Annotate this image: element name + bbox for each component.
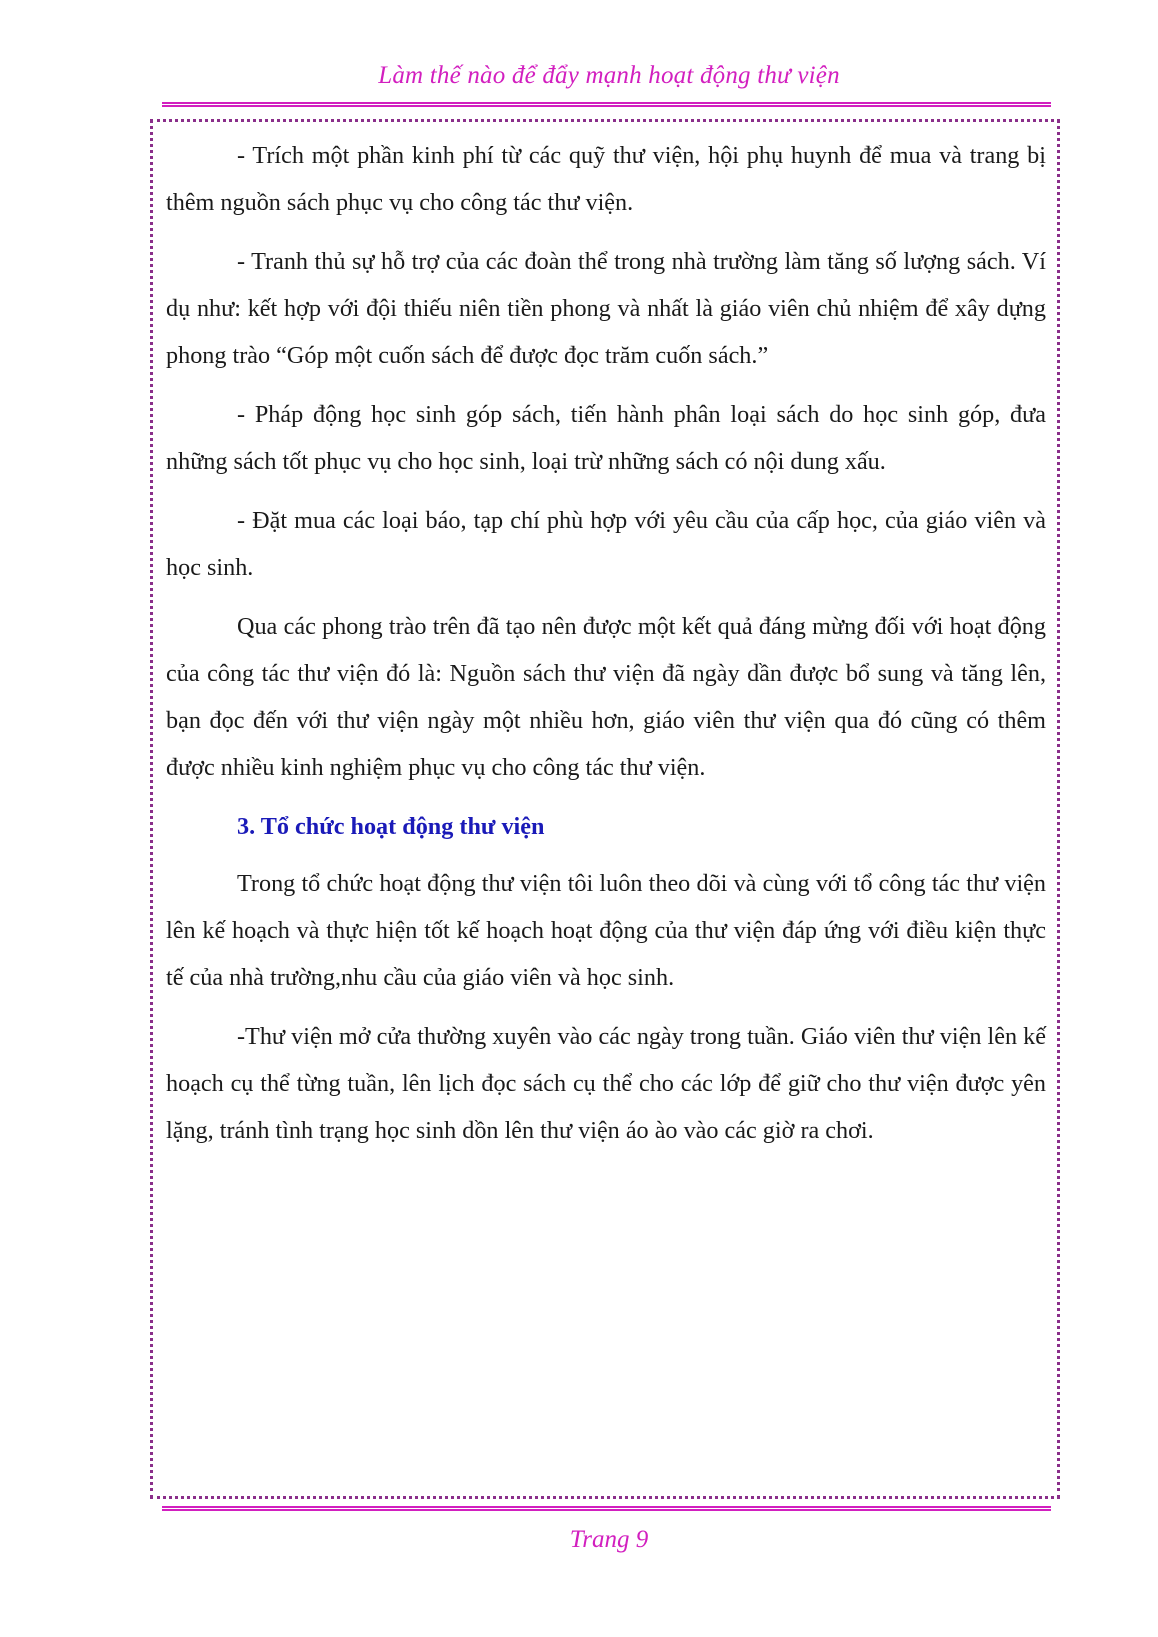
page-number: Trang 9 bbox=[569, 1526, 649, 1553]
document-body bbox=[166, 132, 1046, 1166]
paragraph-subscriptions: - Đặt mua các loại báo, tạp chí phù hợp với yêu cầu của cấp học, của giáo viên và học sinh. bbox=[166, 507, 1046, 581]
page-header-title: Làm thế nào để đẩy mạnh hoạt động thư viện bbox=[378, 62, 840, 89]
footer-double-rule bbox=[162, 1506, 1051, 1511]
paragraph-opening-schedule: -Thư viện mở cửa thường xuyên vào các ngày trong tuần. Giáo viên thư viện lên kế hoạch cụ thể từng tuần, lên lịch đọc sách cụ thể cho các lớp để giữ cho thư viện được yên lặng, tránh tình trạng học sinh dồn lên thư viện áo ào vào các giờ ra chơi. bbox=[166, 1023, 1046, 1144]
header-double-rule bbox=[162, 102, 1051, 107]
paragraph-organizations-support: - Tranh thủ sự hỗ trợ của các đoàn thể trong nhà trường làm tăng số lượng sách. Ví dụ như: kết hợp với đội thiếu niên tiền phong và nhất là giáo viên chủ nhiệm để xây dựng phong trào “Góp một cuốn sách để được đọc trăm cuốn sách.” bbox=[166, 248, 1046, 369]
paragraph-book-donation: - Pháp động học sinh góp sách, tiến hành phân loại sách do học sinh góp, đưa những sách tốt phục vụ cho học sinh, loại trừ những sách có nội dung xấu. bbox=[166, 401, 1046, 475]
paragraph-results: Qua các phong trào trên đã tạo nên được một kết quả đáng mừng đối với hoạt động của công tác thư viện đó là: Nguồn sách thư viện đã ngày dần được bổ sung và tăng lên, bạn đọc đến với thư viện ngày một nhiều hơn, giáo viên thư viện qua đó cũng có thêm được nhiều kinh nghiệm phục vụ cho công tác thư viện. bbox=[166, 613, 1046, 781]
paragraph-funding: - Trích một phần kinh phí từ các quỹ thư viện, hội phụ huynh để mua và trang bị thêm nguồn sách phục vụ cho công tác thư viện. bbox=[166, 142, 1046, 216]
section-heading: 3. Tổ chức hoạt động thư viện bbox=[237, 813, 545, 840]
paragraph-organization: Trong tổ chức hoạt động thư viện tôi luôn theo dõi và cùng với tổ công tác thư viện lên kế hoạch và thực hiện tốt kế hoạch hoạt động của thư viện đáp ứng với điều kiện thực tế của nhà trường,nhu cầu của giáo viên và học sinh. bbox=[166, 870, 1046, 991]
